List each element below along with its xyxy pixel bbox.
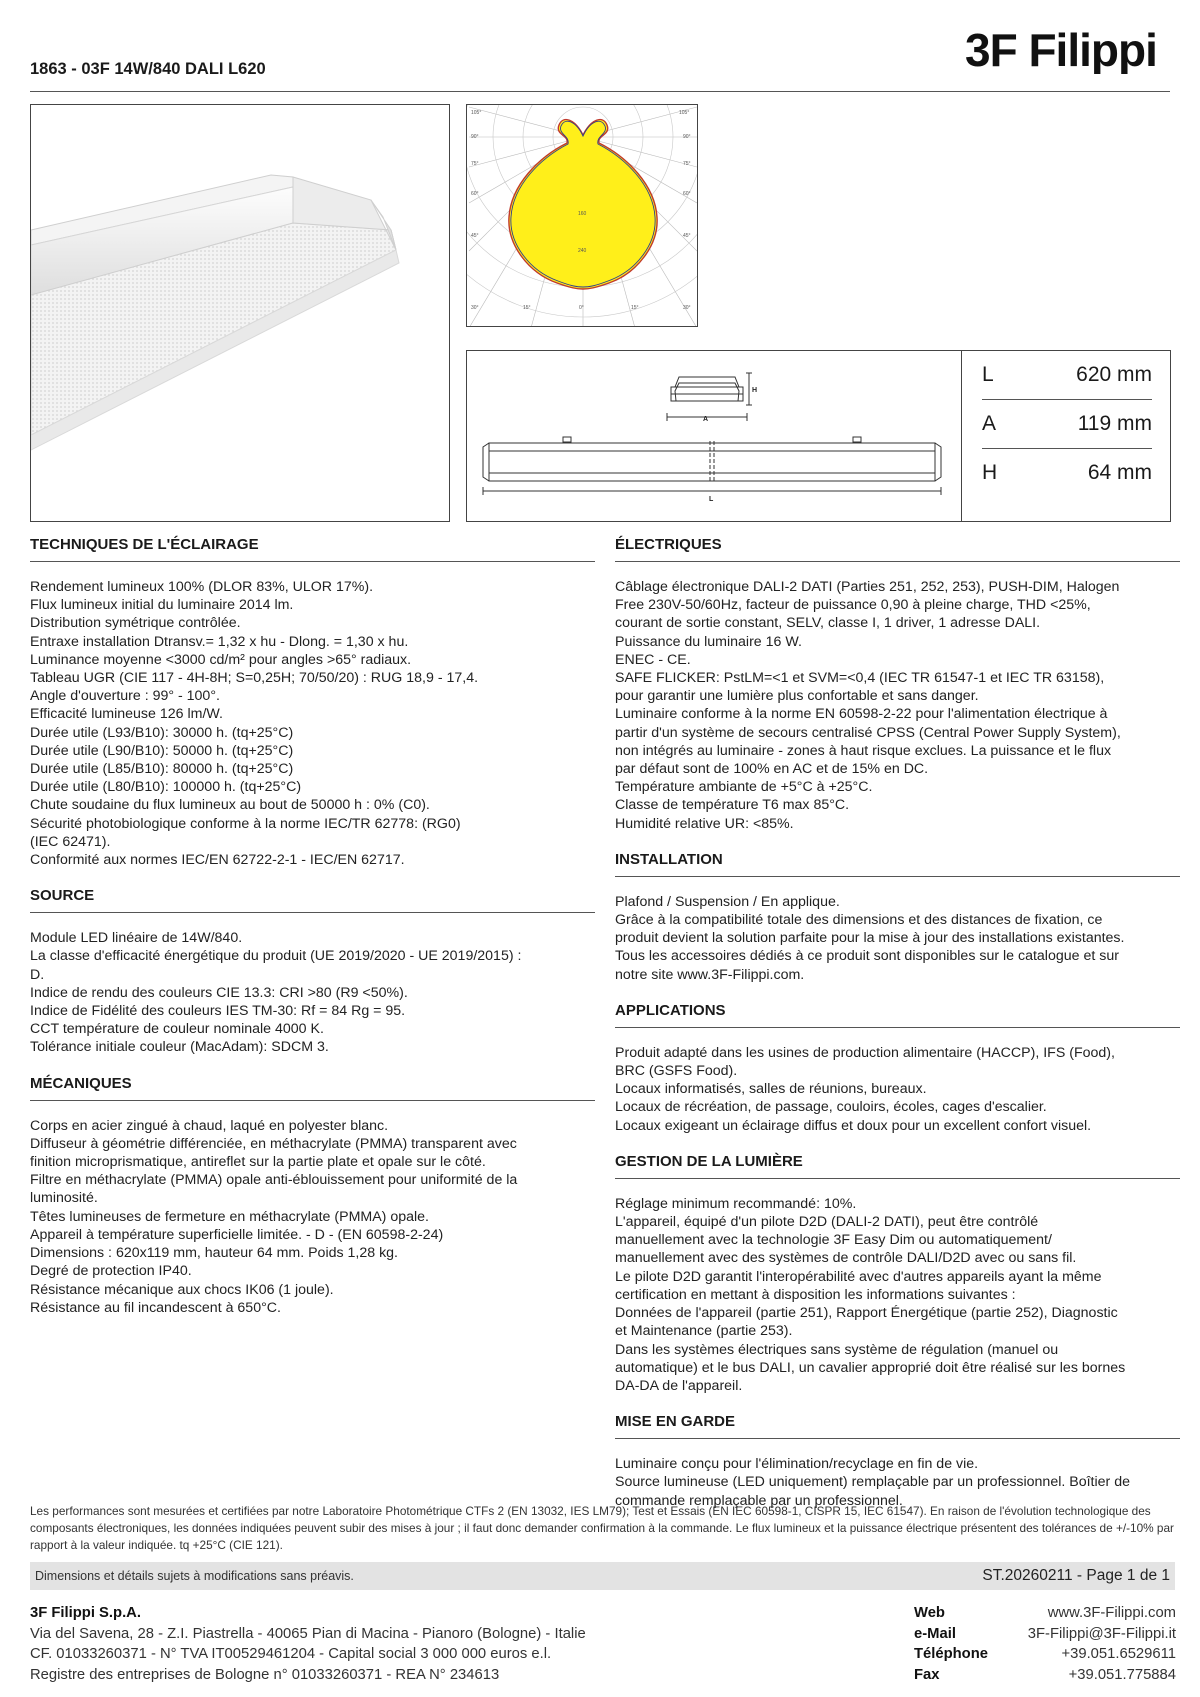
- section-title: APPLICATIONS: [615, 996, 1180, 1028]
- svg-text:3F Filippi: 3F Filippi: [965, 24, 1157, 74]
- section-body: Rendement lumineux 100% (DLOR 83%, ULOR 17%). Flux lumineux initial du luminaire 2014 lm. Distribution symétrique contrôlée. Entraxe installation Dtransv.= 1,32 x hu - Dlong. = 1,30 x hu. Luminance moyenne <3000 cd/m² pour angles >65° radiaux. Tableau UGR (CIE 117 - 4H-8H; S=0,25H; 70/50/20) : RUG 18,9 - 17,4. Angle d'ouverture : 99° - 100°. Efficacité lumineuse 126 lm/W. Durée utile (L93/B10): 30000 h. (tq+25°C) Durée utile (L90/B10): 50000 h. (tq+25°C) Durée utile (L85/B10): 80000 h. (tq+25°C) Durée utile (L80/B10): 100000 h. (tq+25°C) Chute soudaine du flux lumineux au bout de 50000 h : 0% (C0). Sécurité photobiologique conforme à la norme IEC/TR 62778: (RG0) (IEC 62471). Conformité aux normes IEC/EN 62722-2-1 - IEC/EN 62717.: [30, 579, 479, 869]
- height-label: H: [752, 387, 758, 394]
- contact-web: [914, 1603, 1176, 1624]
- polar-label: 60°: [471, 191, 479, 197]
- section-installation: [615, 845, 1180, 984]
- disclaimer-text: Dimensions et détails sujets à modifications sans préavis.: [35, 1569, 354, 1583]
- section-body: Câblage électronique DALI-2 DATI (Parties 251, 252, 253), PUSH-DIM, Halogen Free 230V-50/60Hz, facteur de puissance 0,90 à pleine charge, THD <25%, courant de sortie constant, SELV, classe I, 1 driver, 1 adresse DALI. Puissance du luminaire 16 W. ENEC - CE. SAFE FLICKER: PstLM=<1 et SVM=<0,4 (IEC TR 61547-1 et IEC TR 63158), pour garantir une lumière plus confortable et sans danger. Luminaire conforme à la norme EN 60598-2-22 pour l'alimentation électrique à partir d'un système de secours centralisé CPSS (Central Power Supply System), non intégrés au luminaire - zones à haut risque exclues. La puissance et le flux par défaut sont de 100% en AC et de 15% en DC. Température ambiante de +5°C à +25°C. Classe de température T6 max 85°C. Humidité relative UR: <85%.: [615, 579, 1121, 832]
- section-body: Produit adapté dans les usines de production alimentaire (HACCP), IFS (Food), BRC (GSFS Food). Locaux informatisés, salles de réunions, bureaux. Locaux de récréation, de passage, couloirs, écoles, cages d'escalier. Locaux exigeant un éclairage diffus et doux pour un excellent confort visuel.: [615, 1044, 1115, 1134]
- section-lighting-techniques: [30, 530, 595, 869]
- brand-logo: [965, 24, 1170, 85]
- section-body: Réglage minimum recommandé: 10%. L'appareil, équipé d'un pilote D2D (DALI-2 DATI), peut être contrôlé manuellement avec la technologie 3F Easy Dim ou automatiquement/ manuellement avec des systèmes de contrôle DALI/D2D avec ou sans fil. Le pilote D2D garantit l'interopérabilité avec d'autres appareils ayant la même certification en mettant à disposition les informations suivantes : Données de l'appareil (partie 251), Rapport Énergétique (partie 252), Diagnostic et Maintenance (partie 253). Dans les systèmes électriques sans système de régulation (manuel ou automatique) et le bus DALI, un cavalier approprié doit être réalisé sur les bornes DA-DA de l'appareil.: [615, 1195, 1126, 1394]
- section-title: MÉCANIQUES: [30, 1069, 595, 1101]
- section-body: Luminaire conçu pour l'élimination/recyclage en fin de vie. Source lumineuse (LED uniquement) remplaçable par un professionnel. Boîtier de commande remplaçable par un professionnel.: [615, 1456, 1130, 1509]
- contact-phone: [914, 1644, 1176, 1665]
- section-source: [30, 881, 595, 1056]
- contact-label: Fax: [914, 1666, 940, 1683]
- product-photo: [30, 104, 450, 522]
- polar-label: 45°: [683, 233, 691, 239]
- width-label: A: [703, 416, 709, 423]
- section-mechanical: [30, 1069, 595, 1317]
- right-column: [615, 530, 1180, 1522]
- polar-label: 105°: [679, 110, 690, 116]
- polar-label: 105°: [471, 110, 482, 116]
- dimension-row: [982, 400, 1152, 448]
- section-title: TECHNIQUES DE L'ÉCLAIRAGE: [30, 530, 595, 562]
- section-title: SOURCE: [30, 881, 595, 913]
- footer-bar: [30, 1562, 1175, 1590]
- company-name: 3F Filippi S.p.A.: [30, 1605, 141, 1621]
- technical-drawing: [466, 350, 961, 522]
- dimension-label: A: [982, 412, 997, 435]
- contact-label: Web: [914, 1605, 945, 1621]
- contact-info: [914, 1603, 1176, 1685]
- dimension-row: [982, 351, 1152, 399]
- polar-label: 45°: [471, 233, 479, 239]
- luminaire-image: [31, 105, 450, 522]
- polar-ring-label: 240: [578, 248, 587, 254]
- section-warning: [615, 1407, 1180, 1510]
- contact-fax: [914, 1665, 1176, 1686]
- dimensions-table: [961, 350, 1171, 522]
- photometric-polar-diagram: [466, 104, 698, 327]
- polar-label: 90°: [471, 134, 479, 140]
- section-body: Plafond / Suspension / En applique. Grâce à la compatibilité totale des dimensions et des distances de fixation, ce produit devient la solution parfaite pour la mise à jour des installations existantes. Tous les accessoires dédiés à ce produit sont disponibles sur le catalogue et sur notre site www.3F-Filippi.com.: [615, 893, 1125, 983]
- polar-label: 75°: [683, 161, 691, 167]
- polar-label: 30°: [683, 305, 691, 311]
- header-divider: [30, 91, 1170, 92]
- section-body: Module LED linéaire de 14W/840. La classe d'efficacité énergétique du produit (UE 2019/2020 - UE 2019/2015) : D. Indice de rendu des couleurs CIE 13.3: CRI >80 (R9 <50%). Indice de Fidélité des couleurs IES TM-30: Rf = 84 Rg = 95. CCT température de couleur nominale 4000 K. Tolérance initiale couleur (MacAdam): SDCM 3.: [30, 930, 522, 1056]
- company-tax-info: CF. 01033260371 - N° TVA IT00529461204 - Capital social 3 000 000 euros e.l.: [30, 1646, 552, 1662]
- polar-label: 15°: [631, 305, 639, 311]
- polar-label: 75°: [471, 161, 479, 167]
- product-title: 1863 - 03F 14W/840 DALI L620: [30, 60, 266, 78]
- polar-label: 0°: [579, 305, 584, 311]
- section-title: ÉLECTRIQUES: [615, 530, 1180, 562]
- company-address: Via del Savena, 28 - Z.I. Piastrella - 40065 Pian di Macina - Pianoro (Bologne) - Italie: [30, 1625, 586, 1642]
- dimension-value: 620 mm: [1076, 363, 1152, 386]
- filippi-logo-icon: [965, 24, 1170, 74]
- company-info: [30, 1603, 586, 1685]
- section-title: INSTALLATION: [615, 845, 1180, 877]
- dimension-value: 64 mm: [1087, 461, 1152, 484]
- section-light-management: [615, 1147, 1180, 1395]
- section-electrical: [615, 530, 1180, 833]
- contact-email: [914, 1624, 1176, 1645]
- phone-number: +39.051.6529611: [1061, 1646, 1176, 1662]
- length-label: L: [709, 496, 714, 503]
- performance-footnote: Les performances sont mesurées et certifiées par notre Laboratoire Photométrique CTFs 2 (EN 13032, IES LM79); Test et Essais (EN IEC 60598-1, CISPR 15, IEC 61547). En raison de l'évolution technologique des composants électroniques, les données indiquées peuvent subir des mises à jour ; il faut donc demander confirmation à la commande. Le flux lumineux et la puissance électrique présentent des tolérances de +/-10% par rapport à la valeur indiquée. tq +25°C (CIE 121).: [30, 1504, 1174, 1552]
- polar-label: 90°: [683, 134, 691, 140]
- dimension-label: H: [982, 461, 998, 484]
- section-applications: [615, 996, 1180, 1135]
- company-register: Registre des entreprises de Bologne n° 01033260371 - REA N° 234613: [30, 1666, 500, 1683]
- dimension-label: L: [982, 363, 994, 386]
- section-title: GESTION DE LA LUMIÈRE: [615, 1147, 1180, 1179]
- contact-label: Téléphone: [914, 1646, 988, 1662]
- section-title: MISE EN GARDE: [615, 1407, 1180, 1439]
- section-body: Corps en acier zingué à chaud, laqué en polyester blanc. Diffuseur à géométrie différenciée, en méthacrylate (PMMA) transparent avec finition microprismatique, antireflet sur la partie plate et opale sur le côté. Filtre en méthacrylate (PMMA) opale anti-éblouissement pour uniformité de la luminosité. Têtes lumineuses de fermeture en méthacrylate (PMMA) opale. Appareil à température superficielle limitée. - D - (EN 60598-2-24) Dimensions : 620x119 mm, hauteur 64 mm. Poids 1,28 kg. Degré de protection IP40. Résistance mécanique aux chocs IK06 (1 joule). Résistance au fil incandescent à 650°C.: [30, 1117, 518, 1316]
- polar-label: 60°: [683, 191, 691, 197]
- polar-label: 30°: [471, 305, 479, 311]
- left-column: [30, 530, 595, 1329]
- dimension-row: [982, 449, 1152, 497]
- fax-number: +39.051.775884: [1068, 1666, 1176, 1683]
- contact-label: e-Mail: [914, 1625, 956, 1642]
- polar-ring-label: 160: [578, 211, 587, 217]
- dimension-value: 119 mm: [1077, 412, 1152, 435]
- website-link[interactable]: www.3F-Filippi.com: [1047, 1605, 1176, 1621]
- polar-label: 15°: [523, 305, 531, 311]
- document-reference: ST.20260211 - Page 1 de 1: [982, 1567, 1170, 1584]
- email-link[interactable]: 3F-Filippi@3F-Filippi.it: [1027, 1625, 1176, 1642]
